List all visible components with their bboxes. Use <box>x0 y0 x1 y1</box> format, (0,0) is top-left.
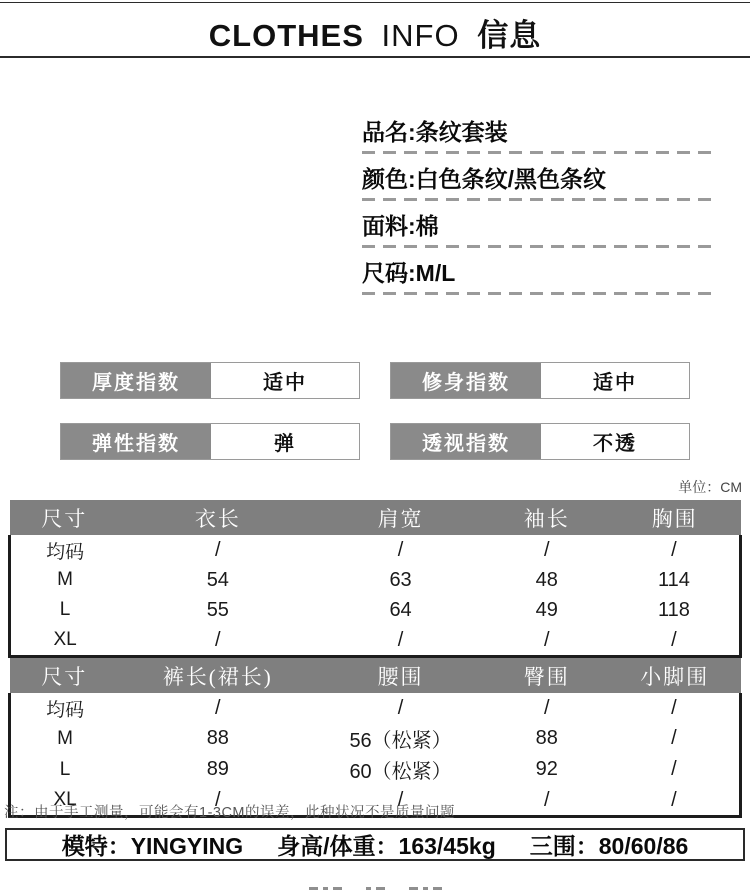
dashed-underline <box>362 151 716 154</box>
cell: / <box>609 785 741 817</box>
fit-index-box <box>390 362 690 399</box>
elasticity-index-value: 弹 <box>274 433 296 455</box>
product-info-list <box>362 116 716 304</box>
transparency-index-value: 不透 <box>593 433 637 455</box>
product-name-row <box>362 116 716 163</box>
product-fabric-text: 面料:棉 <box>362 213 439 239</box>
top-divider <box>0 2 750 3</box>
cell: / <box>397 696 404 719</box>
cell: / <box>485 785 609 817</box>
thickness-index-label: 厚度指数 <box>61 363 211 398</box>
product-color-text: 颜色:白色条纹/黑色条纹 <box>362 166 607 192</box>
product-size-text: 尺码:M/L <box>362 260 456 286</box>
elasticity-index-label: 弹性指数 <box>61 424 211 459</box>
page-title <box>0 18 750 54</box>
cell: / <box>609 754 741 785</box>
measurement-note: 注：由于手工测量，可能会有1-3CM的误差，此种状况不是质量问题 <box>4 805 456 821</box>
table-header-row <box>10 658 741 693</box>
table-header-row <box>10 500 741 535</box>
cell: / <box>119 785 316 817</box>
cell: 均码 <box>10 535 120 565</box>
cell: XL <box>10 625 120 657</box>
transparency-index-box <box>390 423 690 460</box>
table-row <box>10 535 741 565</box>
cell: / <box>119 625 316 657</box>
title-info: INFO <box>381 18 460 53</box>
cell: / <box>609 723 741 754</box>
table-row <box>10 565 741 595</box>
cell: L <box>10 754 120 785</box>
table-row <box>10 693 741 723</box>
title-cn: 信息 <box>477 18 542 53</box>
cell: 88 <box>535 727 558 749</box>
cell: 118 <box>609 595 741 625</box>
index-grid <box>60 362 692 460</box>
col-shoulder-width: 肩宽 <box>317 500 485 535</box>
elasticity-index-box <box>60 423 360 460</box>
cell: M <box>10 565 120 595</box>
product-color-row <box>362 163 716 210</box>
product-name-text: 品名:条纹套装 <box>362 119 508 145</box>
cell: / <box>609 693 741 723</box>
cell: / <box>317 625 485 657</box>
cell: M <box>10 723 120 754</box>
cell: / <box>485 625 609 657</box>
cell: / <box>609 625 741 657</box>
dashed-underline <box>362 198 716 201</box>
cell: 48 <box>535 568 558 591</box>
col-size: 尺寸 <box>10 500 120 535</box>
cell: / <box>215 696 221 719</box>
dashed-underline <box>362 292 716 295</box>
cell: 56（松紧） <box>349 730 452 752</box>
top-garment-size-table <box>8 500 742 658</box>
cell: 均码 <box>10 693 120 723</box>
table-row <box>10 754 741 785</box>
cell: XL <box>10 785 120 817</box>
col-hip: 臀围 <box>485 658 609 693</box>
fit-index-label: 修身指数 <box>391 363 541 398</box>
cell: 92 <box>535 758 558 780</box>
product-fabric-row <box>362 210 716 257</box>
col-pants-length: 裤长(裙长) <box>119 658 316 693</box>
header-divider <box>0 56 750 58</box>
cell: 89 <box>206 758 229 780</box>
col-garment-length: 衣长 <box>119 500 316 535</box>
transparency-index-label: 透视指数 <box>391 424 541 459</box>
cell: 60（松紧） <box>349 761 452 783</box>
cell: / <box>543 538 550 561</box>
cell: / <box>215 538 221 561</box>
cell: 88 <box>206 727 229 749</box>
product-size-row <box>362 257 716 304</box>
table-row <box>10 625 741 657</box>
col-size: 尺寸 <box>10 658 120 693</box>
table-row <box>10 595 741 625</box>
dashed-underline <box>362 245 716 248</box>
cell: / <box>543 696 550 719</box>
cell: 114 <box>609 565 741 595</box>
title-brand: CLOTHES <box>208 18 364 53</box>
thickness-index-box <box>60 362 360 399</box>
model-name: 模特：YINGYING <box>61 833 244 859</box>
cell: / <box>317 785 485 817</box>
col-sleeve-length: 袖长 <box>485 500 609 535</box>
clipped-next-section <box>0 887 750 892</box>
table-row <box>10 723 741 754</box>
model-height-weight: 身高/体重：163/45kg <box>277 833 496 859</box>
model-measurements: 三围：80/60/86 <box>529 833 689 859</box>
cell: 55 <box>206 598 229 621</box>
col-leg-opening: 小脚围 <box>609 658 741 693</box>
unit-note: 单位：CM <box>678 479 742 495</box>
thickness-index-value: 适中 <box>263 372 307 394</box>
cell: / <box>397 538 404 561</box>
size-tables <box>8 500 742 818</box>
cell: 49 <box>535 598 558 621</box>
cell: 54 <box>206 568 229 591</box>
cell: 64 <box>389 598 412 621</box>
model-info-box <box>5 828 745 861</box>
col-waist: 腰围 <box>317 658 485 693</box>
cell: L <box>10 595 120 625</box>
col-bust: 胸围 <box>609 500 741 535</box>
fit-index-value: 适中 <box>593 372 637 394</box>
cell: 63 <box>389 568 412 591</box>
cell: / <box>609 535 741 565</box>
bottom-garment-size-table <box>8 658 742 818</box>
